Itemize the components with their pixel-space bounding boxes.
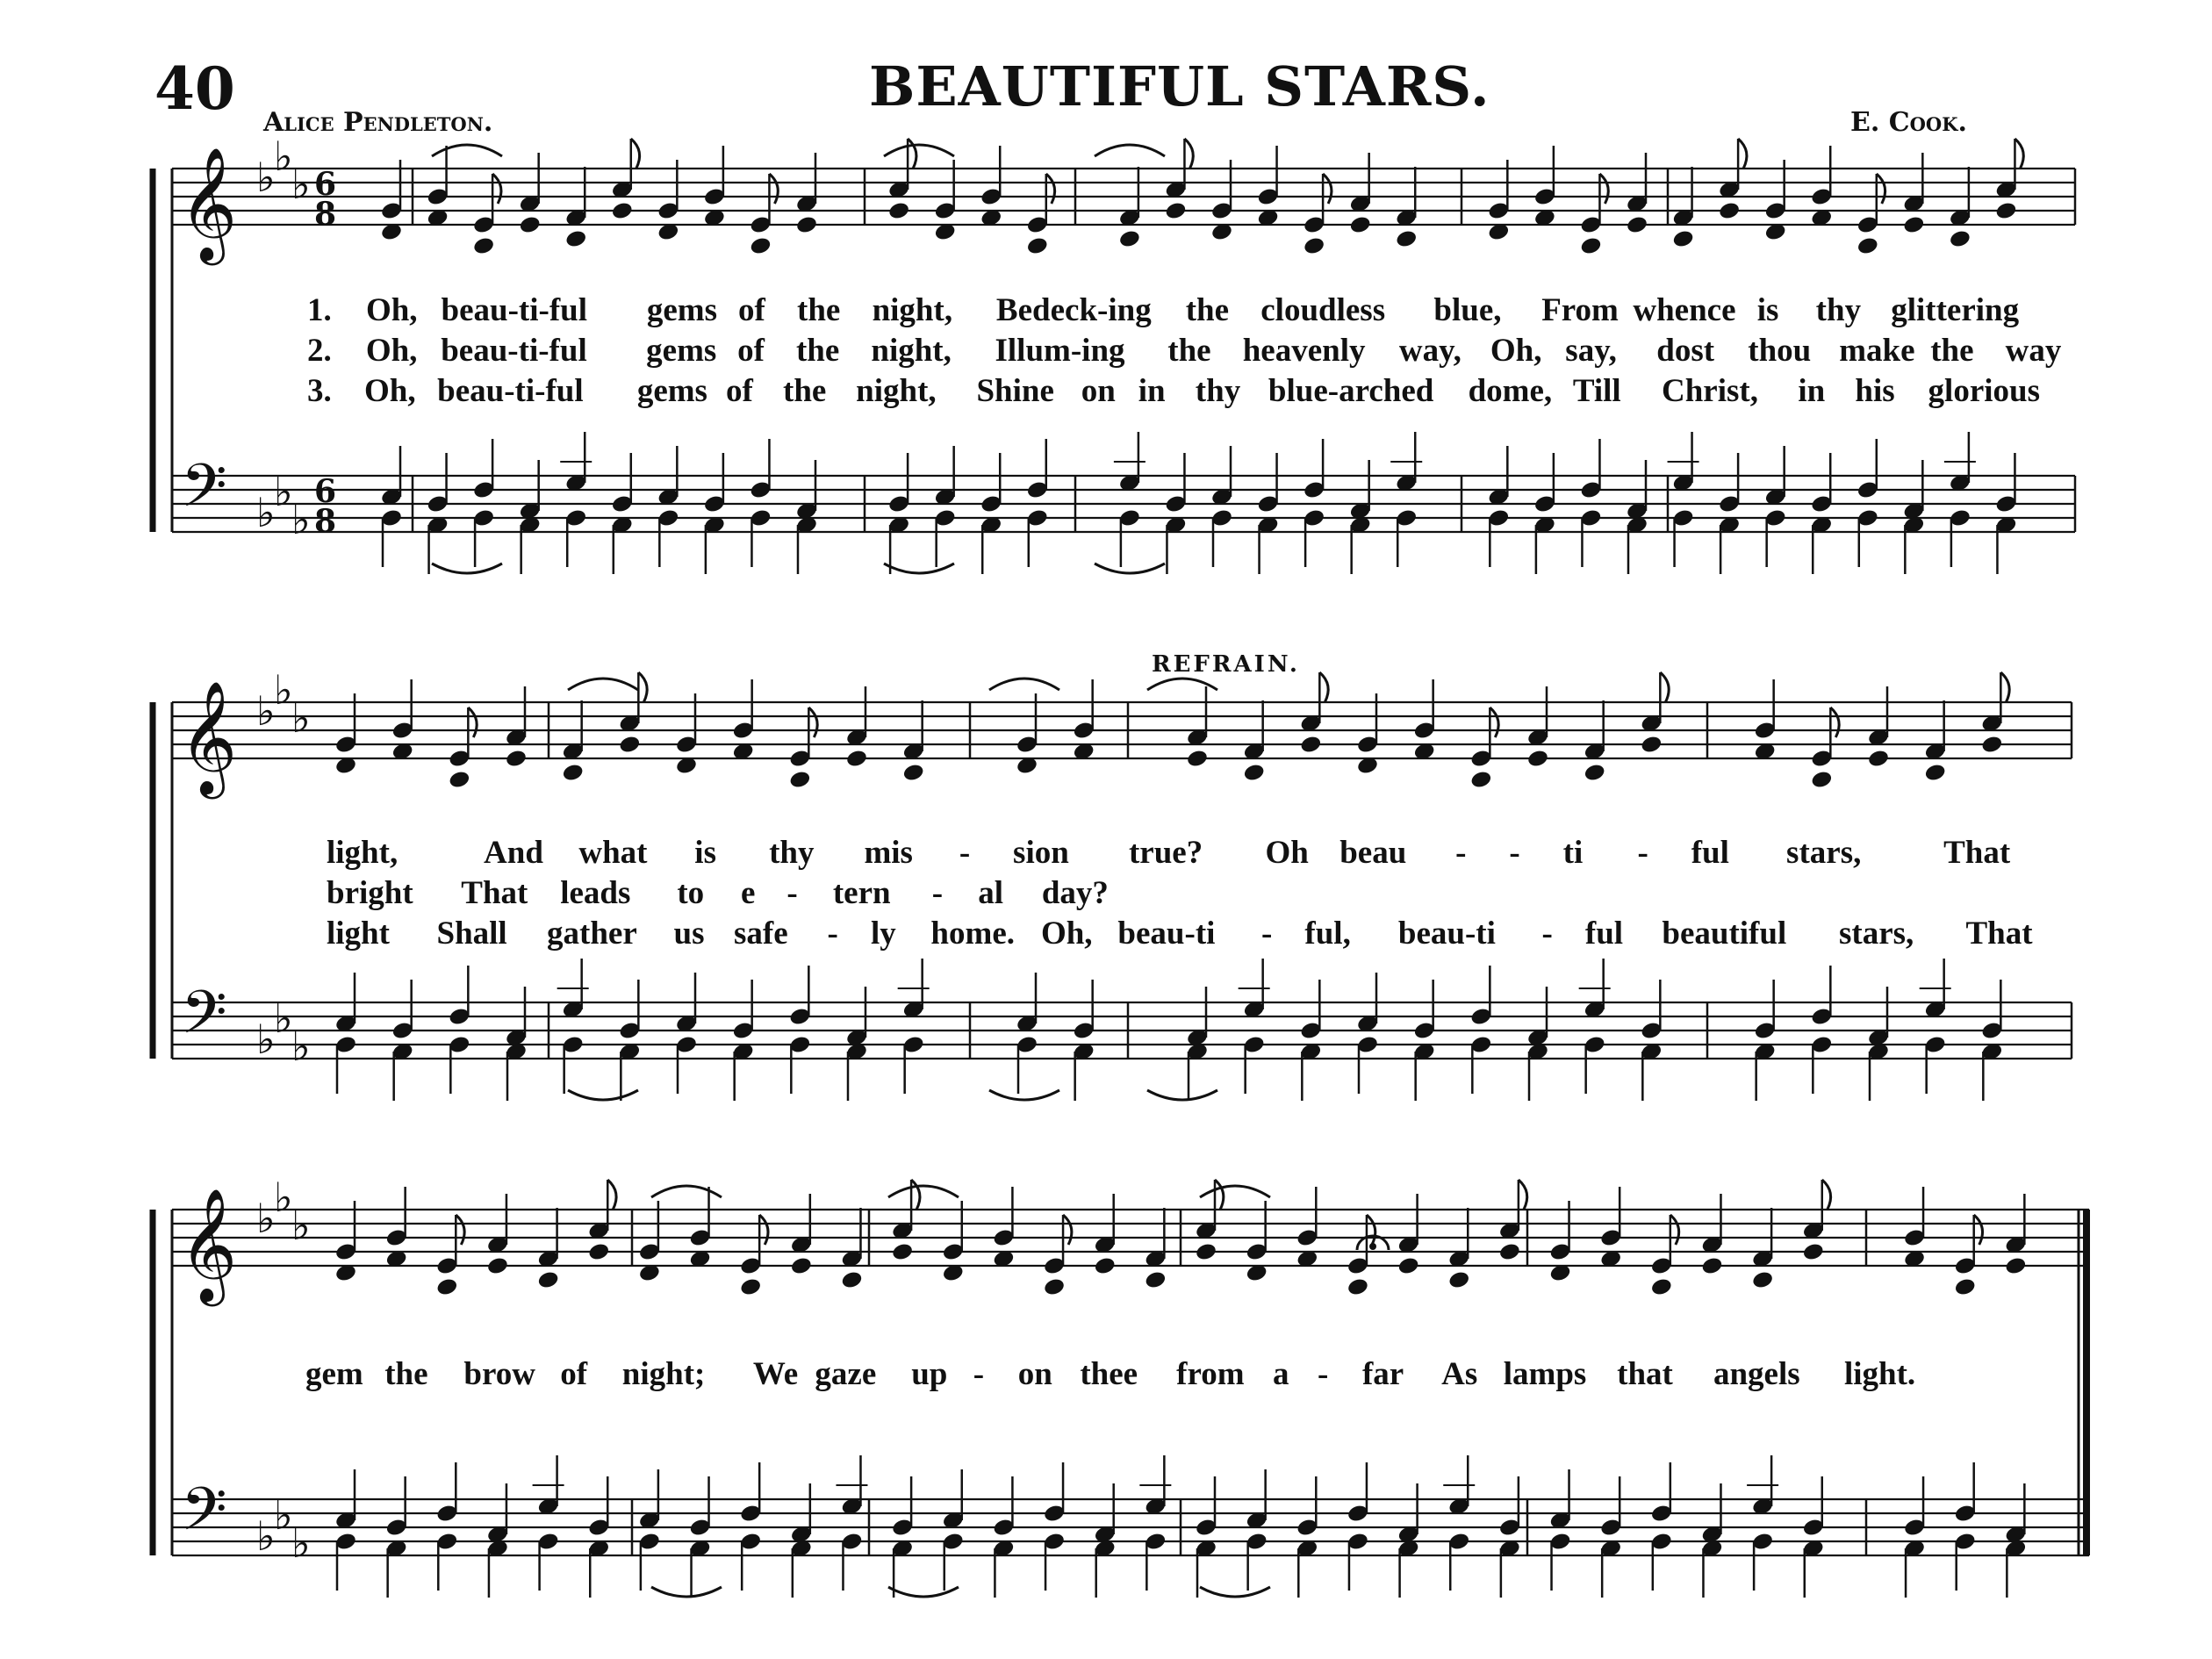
treble-clef-icon: 𝄞 bbox=[179, 680, 238, 794]
lyric-word: leads bbox=[560, 875, 631, 911]
note-flag bbox=[911, 1180, 920, 1210]
note-flag bbox=[1830, 707, 1839, 737]
lyric-word: night, bbox=[856, 373, 937, 409]
tie bbox=[432, 564, 502, 573]
alto-notehead bbox=[611, 201, 634, 221]
lyric-word: light bbox=[327, 916, 390, 952]
lyric-word: of bbox=[738, 292, 765, 328]
lyric-word: on bbox=[1017, 1356, 1052, 1392]
lyric-word: Oh, bbox=[365, 333, 418, 369]
alto-notehead bbox=[1498, 1242, 1521, 1262]
page-number: 40 bbox=[154, 54, 235, 123]
alto-notehead bbox=[435, 1277, 458, 1297]
alto-notehead bbox=[519, 215, 542, 235]
note-flag bbox=[1519, 1180, 1527, 1210]
lyric-word: 3. bbox=[307, 373, 332, 409]
alto-notehead bbox=[891, 1242, 914, 1262]
flat-icon: ♭ bbox=[256, 1195, 276, 1242]
alto-notehead bbox=[1397, 1256, 1420, 1276]
lyric-word: dome, bbox=[1468, 373, 1553, 409]
alto-notehead bbox=[587, 1242, 610, 1262]
lyric-word: stars, bbox=[1838, 916, 1914, 952]
lyric-word: thy bbox=[1815, 292, 1862, 328]
note-flag bbox=[1670, 1215, 1679, 1245]
alto-notehead bbox=[1856, 236, 1879, 256]
alto-notehead bbox=[790, 1256, 813, 1276]
lyric-word: al bbox=[978, 875, 1003, 911]
alto-notehead bbox=[1650, 1277, 1673, 1297]
lyric-word: - bbox=[1541, 916, 1553, 952]
hymn-title: BEAUTIFUL STARS. bbox=[869, 54, 1490, 118]
note-flag bbox=[631, 139, 640, 169]
alto-notehead bbox=[1118, 229, 1141, 249]
tie bbox=[884, 564, 954, 573]
lyric-word: a bbox=[1272, 1356, 1289, 1392]
alto-notehead bbox=[1902, 215, 1925, 235]
lyric-word: bright bbox=[327, 875, 413, 911]
alto-notehead bbox=[1924, 763, 1947, 783]
lyric-word: stars, bbox=[1786, 835, 1862, 871]
tie bbox=[1200, 1186, 1270, 1197]
tie bbox=[568, 1090, 638, 1100]
bass-clef-icon: 𝄢 bbox=[181, 1476, 227, 1559]
lyric-word: lamps bbox=[1503, 1356, 1587, 1392]
alto-notehead bbox=[1164, 201, 1187, 221]
alto-notehead bbox=[1751, 1270, 1774, 1290]
time-signature-denominator: 8 bbox=[314, 503, 337, 540]
note-flag bbox=[2000, 672, 2009, 702]
lyric-word: Oh, bbox=[365, 292, 418, 328]
lyric-word: dost bbox=[1656, 333, 1715, 369]
alto-notehead bbox=[1043, 1277, 1066, 1297]
flat-icon: ♭ bbox=[256, 687, 276, 735]
note-flag bbox=[1822, 1180, 1831, 1210]
lyric-word: beau-ti-ful bbox=[441, 292, 588, 328]
flat-icon: ♭ bbox=[256, 489, 276, 536]
lyric-word: - bbox=[973, 1356, 985, 1392]
alto-notehead bbox=[887, 201, 910, 221]
note-flag bbox=[1215, 1180, 1224, 1210]
treble-clef-icon: 𝄞 bbox=[179, 147, 238, 261]
lyric-word: the bbox=[797, 292, 841, 328]
lyric-word: beau-ti-ful bbox=[441, 333, 587, 369]
alto-notehead bbox=[505, 749, 528, 769]
tie bbox=[1147, 1090, 1217, 1100]
lyric-word: sion bbox=[1013, 835, 1069, 871]
note-flag bbox=[1599, 174, 1608, 204]
lyric-word: of bbox=[725, 373, 753, 409]
alto-notehead bbox=[1700, 1256, 1723, 1276]
lyric-word: is bbox=[694, 835, 716, 871]
flat-icon: ♭ bbox=[291, 1202, 311, 1249]
tie bbox=[432, 145, 502, 156]
alto-notehead bbox=[1802, 1242, 1825, 1262]
alto-notehead bbox=[1395, 229, 1418, 249]
flat-icon: ♭ bbox=[291, 1023, 311, 1070]
flat-icon: ♭ bbox=[274, 995, 293, 1042]
lyric-word: ti bbox=[1562, 835, 1584, 871]
lyric-word: whence bbox=[1633, 292, 1736, 328]
lyric-word: blue, bbox=[1433, 292, 1502, 328]
alto-notehead bbox=[1243, 763, 1266, 783]
lyric-word: gems bbox=[646, 292, 718, 328]
alto-notehead bbox=[1579, 236, 1602, 256]
lyric-word: - bbox=[1317, 1356, 1329, 1392]
alto-notehead bbox=[1026, 236, 1049, 256]
lyric-word: From bbox=[1541, 292, 1619, 328]
alto-notehead bbox=[562, 763, 585, 783]
lyric-word: the bbox=[1167, 333, 1211, 369]
alto-notehead bbox=[840, 1270, 863, 1290]
lyric-word: safe bbox=[734, 916, 788, 952]
bass-clef-icon: 𝄢 bbox=[181, 452, 227, 535]
lyric-word: light. bbox=[1843, 1356, 1916, 1392]
tie bbox=[888, 1186, 959, 1197]
note-flag bbox=[456, 1215, 464, 1245]
lyric-word: night; bbox=[621, 1356, 706, 1392]
note-flag bbox=[1877, 174, 1885, 204]
lyric-word: say, bbox=[1565, 333, 1617, 369]
alto-notehead bbox=[795, 215, 818, 235]
tie bbox=[1095, 145, 1165, 156]
lyric-word: glorious bbox=[1928, 373, 2041, 409]
lyric-word: thy bbox=[769, 835, 815, 871]
alto-notehead bbox=[486, 1256, 509, 1276]
lyric-word: ly bbox=[870, 916, 896, 952]
alto-notehead bbox=[1186, 749, 1209, 769]
lyric-word: thou bbox=[1748, 333, 1812, 369]
flat-icon: ♭ bbox=[291, 1519, 311, 1567]
lyric-word: us bbox=[673, 916, 705, 952]
lyric-word: glittering bbox=[1891, 292, 2020, 328]
lyric-word: brow bbox=[463, 1356, 535, 1392]
lyric-word: from bbox=[1176, 1356, 1245, 1392]
lyric-word: night, bbox=[872, 292, 953, 328]
lyric-word: 1. bbox=[307, 292, 332, 328]
fermata-dot bbox=[1369, 1243, 1376, 1250]
lyric-word: way bbox=[2005, 333, 2062, 369]
lyric-word: - bbox=[827, 916, 838, 952]
alto-notehead bbox=[1144, 1270, 1167, 1290]
lyric-word: gather bbox=[547, 916, 637, 952]
tie bbox=[651, 1587, 722, 1597]
note-flag bbox=[607, 1180, 616, 1210]
lyric-word: in bbox=[1798, 373, 1826, 409]
lyric-word: - bbox=[1637, 835, 1648, 871]
lyric-word: Till bbox=[1572, 373, 1621, 409]
flat-icon: ♭ bbox=[274, 666, 293, 714]
lyric-word: Illum-ing bbox=[995, 333, 1125, 369]
lyric-word: ful bbox=[1691, 835, 1729, 871]
lyric-word: beau-ti bbox=[1397, 916, 1496, 952]
lyric-word: Christ, bbox=[1662, 373, 1758, 409]
lyric-word: - bbox=[931, 875, 944, 911]
flat-icon: ♭ bbox=[274, 133, 293, 180]
note-flag bbox=[1367, 1215, 1375, 1245]
note-flag bbox=[1323, 174, 1332, 204]
lyric-word: the bbox=[783, 373, 827, 409]
alto-notehead bbox=[618, 735, 641, 755]
note-flag bbox=[1046, 174, 1055, 204]
note-flag bbox=[908, 139, 916, 169]
flat-icon: ♭ bbox=[256, 1016, 276, 1063]
lyric-word: the bbox=[1930, 333, 1974, 369]
note-flag bbox=[1490, 707, 1498, 737]
alto-notehead bbox=[1671, 229, 1694, 249]
lyric-word: cloudless bbox=[1260, 292, 1386, 328]
lyric-word: tern bbox=[832, 875, 891, 911]
alto-notehead bbox=[739, 1277, 762, 1297]
lyric-word: way, bbox=[1398, 333, 1462, 369]
lyric-word: - bbox=[1509, 835, 1520, 871]
alto-notehead bbox=[1980, 735, 2003, 755]
flat-icon: ♭ bbox=[291, 496, 311, 543]
lyric-word: in bbox=[1138, 373, 1166, 409]
lyric-word: to bbox=[677, 875, 705, 911]
lyric-word: the bbox=[1185, 292, 1230, 328]
flat-icon: ♭ bbox=[291, 694, 311, 742]
note-flag bbox=[1319, 672, 1328, 702]
composer-credit: E. Cook. bbox=[1850, 107, 1967, 138]
tie bbox=[989, 679, 1059, 690]
alto-notehead bbox=[448, 770, 470, 790]
lyric-word: Oh, bbox=[1040, 916, 1093, 952]
flat-icon: ♭ bbox=[274, 1491, 293, 1539]
lyric-word: gem bbox=[305, 1356, 363, 1392]
alto-notehead bbox=[1640, 735, 1663, 755]
treble-clef-icon: 𝄞 bbox=[179, 1188, 238, 1302]
lyric-word: - bbox=[959, 835, 971, 871]
flat-icon: ♭ bbox=[256, 154, 276, 201]
alto-notehead bbox=[537, 1270, 560, 1290]
alto-notehead bbox=[1949, 229, 1971, 249]
alto-notehead bbox=[1810, 770, 1833, 790]
lyric-word: Oh bbox=[1265, 835, 1309, 871]
tie bbox=[568, 679, 638, 690]
lyric-word: Shine bbox=[976, 373, 1054, 409]
lyric-word: Oh, bbox=[364, 373, 416, 409]
lyric-word: That bbox=[461, 875, 528, 911]
lyric-word: heavenly bbox=[1242, 333, 1366, 369]
tie bbox=[888, 1587, 959, 1597]
lyric-word: far bbox=[1361, 1356, 1404, 1392]
alto-notehead bbox=[1954, 1277, 1977, 1297]
lyric-word: his bbox=[1855, 373, 1895, 409]
lyric-word: Bedeck-ing bbox=[995, 292, 1152, 328]
lyric-word: light, bbox=[327, 835, 399, 871]
alto-notehead bbox=[1299, 735, 1322, 755]
alto-notehead bbox=[1347, 1277, 1369, 1297]
alto-notehead bbox=[1994, 201, 2017, 221]
alto-notehead bbox=[1867, 749, 1890, 769]
lyric-word: 2. bbox=[307, 333, 332, 369]
lyric-word: beautiful bbox=[1662, 916, 1787, 952]
lyric-word: the bbox=[795, 333, 840, 369]
lyric-word: of bbox=[560, 1356, 588, 1392]
note-flag bbox=[759, 1215, 768, 1245]
alto-notehead bbox=[749, 236, 772, 256]
alto-notehead bbox=[902, 763, 925, 783]
lyric-word: of bbox=[737, 333, 765, 369]
alto-notehead bbox=[1195, 1242, 1217, 1262]
tie bbox=[651, 1186, 722, 1197]
lyric-word: - bbox=[786, 875, 798, 911]
lyric-word: night, bbox=[871, 333, 952, 369]
note-flag bbox=[1660, 672, 1669, 702]
lyric-word: blue-arched bbox=[1268, 373, 1434, 409]
lyric-word: beau bbox=[1339, 835, 1407, 871]
note-flag bbox=[492, 174, 501, 204]
alto-notehead bbox=[1584, 763, 1606, 783]
note-flag bbox=[2014, 139, 2023, 169]
refrain-label: REFRAIN. bbox=[1152, 651, 1300, 678]
lyric-word: gems bbox=[646, 333, 717, 369]
lyric-word: on bbox=[1081, 373, 1116, 409]
lyric-word: gaze bbox=[815, 1356, 877, 1392]
lyric-word: beau-ti-ful bbox=[437, 373, 584, 409]
alto-notehead bbox=[1349, 215, 1372, 235]
note-flag bbox=[1184, 139, 1193, 169]
alto-notehead bbox=[1303, 236, 1325, 256]
alto-notehead bbox=[1626, 215, 1648, 235]
note-flag bbox=[1974, 1215, 1983, 1245]
lyric-word: up bbox=[911, 1356, 948, 1392]
tie bbox=[1095, 564, 1165, 573]
lyric-word: beau-ti bbox=[1117, 916, 1216, 952]
alto-notehead bbox=[1094, 1256, 1117, 1276]
lyric-word: And bbox=[484, 835, 543, 871]
lyric-word: mis bbox=[864, 835, 913, 871]
alto-notehead bbox=[2004, 1256, 2027, 1276]
flat-icon: ♭ bbox=[274, 468, 293, 515]
note-flag bbox=[1738, 139, 1747, 169]
lyric-word: As bbox=[1441, 1356, 1478, 1392]
alto-notehead bbox=[1447, 1270, 1470, 1290]
alto-notehead bbox=[1526, 749, 1549, 769]
lyric-word: ful, bbox=[1304, 916, 1351, 952]
lyric-word: Oh, bbox=[1490, 333, 1542, 369]
lyric-word: make bbox=[1839, 333, 1915, 369]
lyric-word: the bbox=[384, 1356, 428, 1392]
lyric-word: We bbox=[752, 1356, 799, 1392]
alto-notehead bbox=[564, 229, 587, 249]
alto-notehead bbox=[788, 770, 811, 790]
note-flag bbox=[808, 707, 817, 737]
tie bbox=[1200, 1587, 1270, 1597]
lyric-word: thee bbox=[1080, 1356, 1138, 1392]
tie bbox=[884, 145, 954, 156]
lyric-word: what bbox=[578, 835, 648, 871]
lyric-word: Shall bbox=[436, 916, 507, 952]
lyric-word: that bbox=[1617, 1356, 1673, 1392]
flat-icon: ♭ bbox=[256, 1512, 276, 1560]
alto-notehead bbox=[1469, 770, 1492, 790]
lyricist-credit: Alice Pendleton. bbox=[263, 107, 493, 138]
bass-clef-icon: 𝄢 bbox=[181, 979, 227, 1062]
alto-notehead bbox=[472, 236, 495, 256]
flat-icon: ♭ bbox=[291, 161, 311, 208]
lyric-word: home. bbox=[930, 916, 1015, 952]
lyric-word: e bbox=[740, 875, 756, 911]
lyric-word: true? bbox=[1128, 835, 1203, 871]
lyric-word: thy bbox=[1195, 373, 1241, 409]
time-signature-denominator: 8 bbox=[314, 196, 337, 233]
note-flag bbox=[1063, 1215, 1072, 1245]
alto-notehead bbox=[1718, 201, 1741, 221]
lyric-word: is bbox=[1756, 292, 1779, 328]
lyric-word: That bbox=[1943, 835, 2011, 871]
time-signature-numerator: 6 bbox=[314, 473, 337, 510]
lyric-word: angels bbox=[1713, 1356, 1800, 1392]
flat-icon: ♭ bbox=[274, 1174, 293, 1221]
lyric-word: - bbox=[1455, 835, 1467, 871]
lyric-word: - bbox=[1260, 916, 1273, 952]
alto-notehead bbox=[845, 749, 868, 769]
note-flag bbox=[638, 672, 647, 702]
time-signature-numerator: 6 bbox=[314, 166, 337, 203]
tie bbox=[989, 1090, 1059, 1100]
lyric-word: gems bbox=[636, 373, 707, 409]
note-flag bbox=[769, 174, 778, 204]
lyric-word: ful bbox=[1584, 916, 1624, 952]
note-flag bbox=[468, 707, 477, 737]
lyric-word: That bbox=[1965, 916, 2033, 952]
lyric-word: day? bbox=[1041, 875, 1109, 911]
